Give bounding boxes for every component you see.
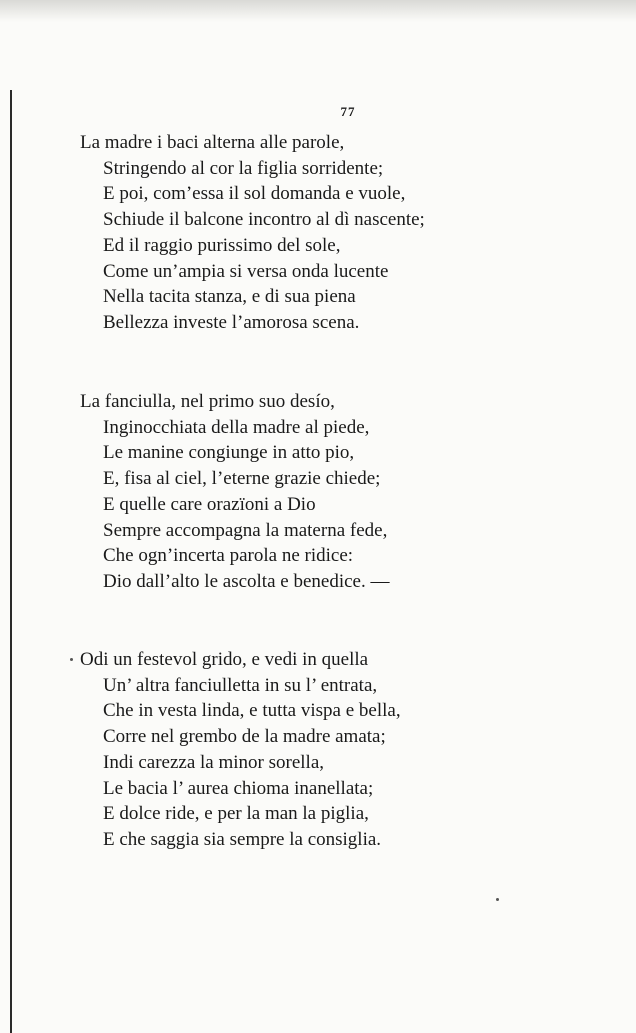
verse-line: E che saggia sia sempre la consiglia. bbox=[103, 828, 382, 850]
speck bbox=[496, 898, 499, 901]
verse-line: Che in vesta linda, e tutta vispa e bella, bbox=[103, 700, 401, 722]
verse-line: Indi carezza la minor sorella, bbox=[103, 751, 325, 773]
page-number: 77 bbox=[340, 104, 356, 119]
verse-line: Dio dall’alto le ascolta e benedice. — bbox=[103, 570, 390, 592]
verse-line: La madre i baci alterna alle parole, bbox=[80, 132, 345, 153]
verse-line: Corre nel grembo de la madre amata; bbox=[103, 726, 386, 748]
verse-line: Un’ altra fanciulletta in su l’ entrata, bbox=[103, 674, 378, 696]
verse-line: E quelle care orazïoni a Dio bbox=[103, 493, 316, 515]
page-top-shadow bbox=[0, 0, 636, 22]
verse-line: Stringendo al cor la figlia sorridente; bbox=[103, 157, 384, 179]
verse-line: Ed il raggio purissimo del sole, bbox=[103, 234, 341, 256]
verse-line: Sempre accompagna la materna fede, bbox=[103, 519, 388, 541]
verse-line: Schiude il balcone incontro al dì nascente; bbox=[103, 209, 425, 231]
verse-line: Bellezza investe l’amorosa scena. bbox=[103, 311, 360, 333]
verse-line: Odi un festevol grido, e vedi in quella bbox=[80, 649, 369, 670]
verse-line: E, fisa al ciel, l’eterne grazie chiede; bbox=[103, 468, 381, 490]
verse-line: E dolce ride, e per la man la piglia, bbox=[103, 803, 369, 825]
verse-line: Le manine congiunge in atto pio, bbox=[103, 442, 355, 464]
stanza-2 bbox=[80, 389, 500, 595]
speck bbox=[70, 658, 73, 661]
verse-line: Che ogn’incerta parola ne ridice: bbox=[103, 545, 354, 567]
verse-line: La fanciulla, nel primo suo desío, bbox=[80, 391, 335, 412]
stanza-1 bbox=[80, 130, 500, 336]
stanza-3 bbox=[80, 647, 500, 853]
verse-line: Inginocchiata della madre al piede, bbox=[103, 416, 370, 438]
verse-line: Come un’ampia si versa onda lucente bbox=[103, 260, 389, 282]
verse-line: Nella tacita stanza, e di sua piena bbox=[103, 286, 356, 308]
verse-line: Le bacia l’ aurea chioma inanellata; bbox=[103, 777, 374, 799]
verse-line: E poi, com’essa il sol domanda e vuole, bbox=[103, 183, 406, 205]
binding-edge bbox=[10, 90, 12, 1033]
